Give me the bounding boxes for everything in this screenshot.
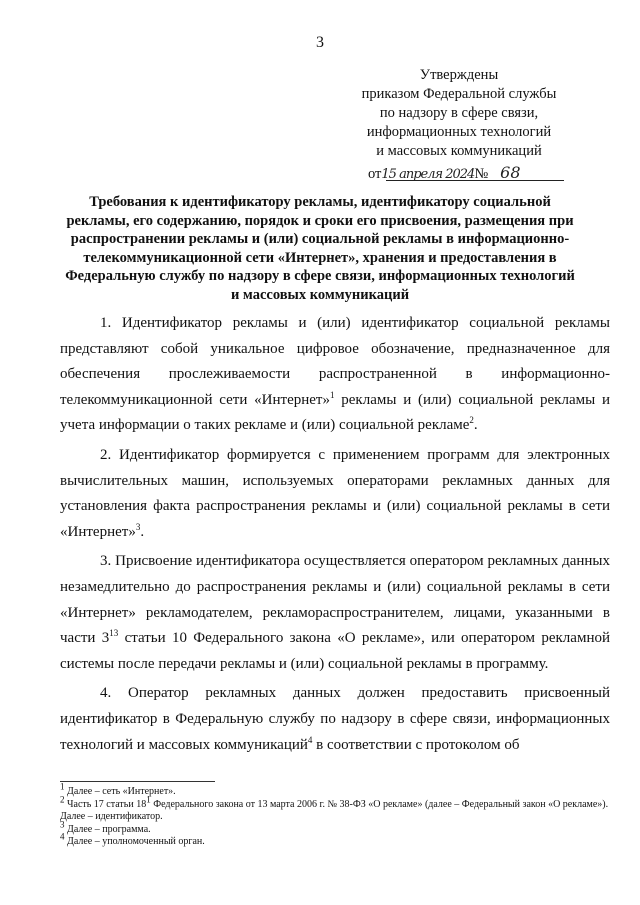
paragraph: 4. Оператор рекламных данных должен предоставить присвоенный идентификатор в Федеральную службу по надзору в сфере связи, информационных технологий и массовых коммуникаций$^4$ в соответствии с протоколом об <box>60 685 610 753</box>
footnote: $^1$ Далее – сеть «Интернет». <box>60 781 176 797</box>
approval-line: приказом Федеральной службы <box>361 86 557 102</box>
paragraph: 3. Присвоение идентификатора осуществляется оператором рекламных данных незамедлительно до распространения рекламы и (или) социальной рекламы в сети «Интернет» рекламодателем, рекламораспространителем, лицами, указанными в части $3^{13}$ статьи 10 Федерального закона «О рекламе», или оператором рекламной системы после передачи рекламы и (или) социальной рекламы в программу. <box>60 553 610 672</box>
paragraph: 2. Идентификатор формируется с применением программ для электронных вычислительных машин, используемых операторами рекламных данных для установления факта распространения рекламы и (или) социальной рекламы в сети «Интернет»$^3$. <box>60 446 610 540</box>
footnote: $^3$ Далее – программа. <box>60 819 151 835</box>
approval-line: Утверждены <box>419 67 499 83</box>
footnote-ref: 4 <box>307 734 313 745</box>
footnote-ref: 1 <box>329 389 335 400</box>
handwritten-date: 15 апреля 2024 <box>381 167 475 182</box>
footnote-ref: 3 <box>135 521 141 532</box>
paragraph: 1. Идентификатор рекламы и (или) идентификатор социальной рекламы представляют собой уникальное цифровое обозначение, предназначенное для обеспечения прослеживаемости распространенной в информационно-телекоммуникационной сети «Интернет»$^1$ рекламы и (или) социальной рекламы и учета информации о таких рекламе и (или) социальной рекламе$^2$. <box>60 315 610 434</box>
footnote: $^4$ Далее – уполномоченный орган. <box>60 832 205 848</box>
document-title: Требования к идентификатору рекламы, идентификатору социальной рекламы, его содержанию, порядок и сроки его присвоения, размещения при распространении рекламы и (или) социальной рекламы в информационно-телекоммуникационной сети «Интернет», хранения и предоставления в Федеральную службу по надзору в сфере связи, информационных технологий и массовых коммуникаций <box>65 194 575 303</box>
footnote: $^2$ Часть 17 статьи $18^1$ Федерального закона от 13 марта 2006 г. № 38-ФЗ «О рекламе» (далее – Федеральный закон «О рекламе»). Далее – идентификатор. <box>60 794 609 823</box>
approval-line: информационных технологий <box>366 124 552 140</box>
footnote-divider <box>60 781 215 782</box>
approval-line: по надзору в сфере связи, <box>379 105 539 121</box>
approval-date-line <box>346 163 572 183</box>
approval-line: и массовых коммуникаций <box>376 143 542 159</box>
page-number: 3 <box>316 34 324 51</box>
number-prefix: № <box>474 166 489 182</box>
footnotes <box>60 781 610 849</box>
date-underline <box>386 180 564 181</box>
date-prefix: от <box>368 166 382 182</box>
handwritten-number: 68 <box>500 163 521 182</box>
law-part-superscript: 13 <box>109 628 119 639</box>
approval-block <box>346 66 572 183</box>
footnote-ref: 2 <box>469 415 474 426</box>
document-body <box>60 311 610 762</box>
